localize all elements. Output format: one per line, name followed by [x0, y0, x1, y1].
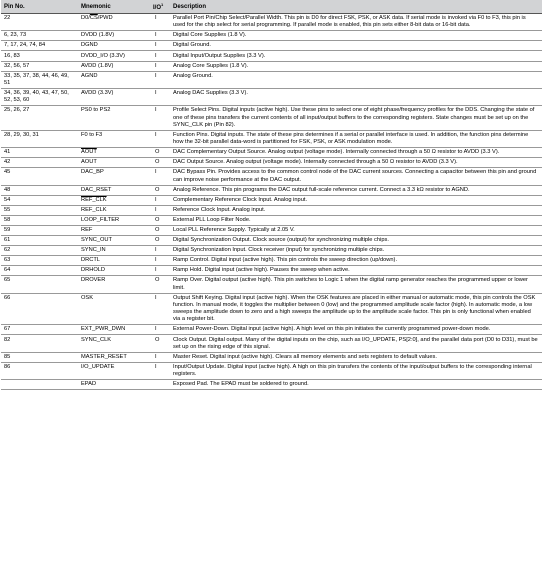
cell-description: Analog Ground. [170, 71, 542, 88]
cell-mnemonic [78, 41, 150, 51]
cell-io: O [150, 148, 170, 158]
cell-pin-no: 64 [1, 266, 78, 276]
cell-description: Digital Synchronization Input. Clock receiver (input) for synchronizing multiple chips. [170, 246, 542, 256]
pin-function-table-container [1, 0, 542, 390]
header-io-footnote: 1 [161, 2, 164, 7]
cell-description: External PLL Loop Filter Node. [170, 215, 542, 225]
cell-pin-no: 25, 26, 27 [1, 106, 78, 131]
cell-io: I [150, 168, 170, 185]
cell-mnemonic [78, 61, 150, 71]
cell-io: I [150, 71, 170, 88]
table-row [1, 14, 542, 31]
mnemonic-text: SYNC_CLK [81, 336, 112, 343]
cell-description: Function Pins. Digital inputs. The state of these pins determines if a serial or parallel interface is used. In addition, the function pins determine how the 32-bit parallel data-word is partitioned for FSK, PSK, or ASK modulation mode. [170, 130, 542, 147]
cell-description: Local PLL Reference Supply. Typically at 2.05 V. [170, 225, 542, 235]
mnemonic-text: DAC_BP [81, 169, 104, 176]
cell-mnemonic [78, 158, 150, 168]
cell-description: Ramp Hold. Digital input (active high). Pauses the sweep when active. [170, 266, 542, 276]
header-mnemonic: Mnemonic [78, 0, 150, 14]
cell-mnemonic [78, 256, 150, 266]
cell-description: Ramp Control. Digital input (active high). This pin controls the sweep direction (up/down). [170, 256, 542, 266]
cell-description: DAC Complementary Output Source. Analog output (voltage mode). Internally connected through a 50 Ω resistor to AVDD (3.3 V). [170, 148, 542, 158]
cell-pin-no: 55 [1, 205, 78, 215]
cell-description: Reference Clock Input. Analog input. [170, 205, 542, 215]
cell-io: I [150, 31, 170, 41]
cell-mnemonic [78, 71, 150, 88]
cell-pin-no: 63 [1, 256, 78, 266]
cell-description: Analog Core Supplies (1.8 V). [170, 61, 542, 71]
cell-mnemonic [78, 14, 150, 31]
header-description: Description [170, 0, 542, 14]
cell-pin-no: 67 [1, 325, 78, 335]
cell-io: I [150, 41, 170, 51]
table-row [1, 185, 542, 195]
cell-mnemonic [78, 130, 150, 147]
cell-io: I [150, 61, 170, 71]
table-row [1, 195, 542, 205]
cell-mnemonic [78, 148, 150, 158]
cell-description: Analog Reference. This pin programs the DAC output full-scale reference current. Connect a 3.3 kΩ resistor to AGND. [170, 185, 542, 195]
cell-pin-no: 59 [1, 225, 78, 235]
cell-io: O [150, 335, 170, 352]
cell-description: Digital Input/Output Supplies (3.3 V). [170, 51, 542, 61]
header-pin-no: Pin No. [1, 0, 78, 14]
mnemonic-text: AVDD (1.8V) [81, 62, 114, 69]
cell-mnemonic [78, 276, 150, 293]
header-io-label: I/O [153, 5, 162, 11]
table-body [1, 14, 542, 390]
cell-pin-no: 61 [1, 236, 78, 246]
cell-io: I [150, 205, 170, 215]
table-row [1, 130, 542, 147]
cell-pin-no: 16, 83 [1, 51, 78, 61]
table-row [1, 293, 542, 325]
cell-pin-no: 48 [1, 185, 78, 195]
cell-pin-no: 58 [1, 215, 78, 225]
cell-pin-no: 6, 23, 73 [1, 31, 78, 41]
cell-mnemonic [78, 195, 150, 205]
cell-mnemonic [78, 88, 150, 105]
cell-mnemonic [78, 236, 150, 246]
mnemonic-text: F0 to F3 [81, 131, 103, 138]
cell-pin-no: 54 [1, 195, 78, 205]
cell-io: O [150, 225, 170, 235]
table-row [1, 215, 542, 225]
cell-mnemonic [78, 31, 150, 41]
cell-pin-no: 45 [1, 168, 78, 185]
cell-io: O [150, 215, 170, 225]
cell-io [150, 380, 170, 390]
table-row [1, 362, 542, 379]
mnemonic-text: EPAD [81, 381, 97, 388]
mnemonic-text: AVDD (3.3V) [81, 90, 114, 97]
table-row [1, 266, 542, 276]
table-row [1, 88, 542, 105]
table-row [1, 335, 542, 352]
cell-pin-no: 65 [1, 276, 78, 293]
cell-mnemonic [78, 325, 150, 335]
cell-io: O [150, 276, 170, 293]
table-row [1, 352, 542, 362]
cell-mnemonic [78, 168, 150, 185]
mnemonic-text: AOUT [81, 149, 97, 156]
cell-io: I [150, 130, 170, 147]
mnemonic-text: I/O_UPDATE [81, 363, 115, 370]
mnemonic-text: REF [81, 227, 93, 234]
cell-description: Digital Core Supplies (1.8 V). [170, 31, 542, 41]
table-row [1, 246, 542, 256]
cell-mnemonic [78, 51, 150, 61]
table-row [1, 31, 542, 41]
mnemonic-text: DGND [81, 42, 98, 49]
cell-io: I [150, 256, 170, 266]
mnemonic-text: REF_CLK [81, 206, 107, 213]
cell-description: Input/Output Update. Digital input (active high). A high on this pin transfers the contents of the input/output buffers to the corresponding internal registers. [170, 362, 542, 379]
cell-mnemonic [78, 215, 150, 225]
mnemonic-part: /PWD [97, 15, 113, 22]
cell-io: I [150, 195, 170, 205]
cell-mnemonic [78, 185, 150, 195]
cell-io: I [150, 246, 170, 256]
table-row [1, 61, 542, 71]
cell-pin-no: 66 [1, 293, 78, 325]
mnemonic-text: DRHOLD [81, 267, 106, 274]
mnemonic-text: MASTER_RESET [81, 353, 127, 360]
table-row [1, 148, 542, 158]
cell-pin-no: 22 [1, 14, 78, 31]
cell-mnemonic [78, 362, 150, 379]
cell-pin-no: 42 [1, 158, 78, 168]
mnemonic-part: D0/ [81, 15, 90, 22]
cell-io: I [150, 325, 170, 335]
table-row [1, 325, 542, 335]
cell-pin-no: 7, 17, 24, 74, 84 [1, 41, 78, 51]
mnemonic-text: DVDD (1.8V) [81, 32, 115, 39]
cell-mnemonic [78, 293, 150, 325]
table-row [1, 205, 542, 215]
cell-io: I [150, 266, 170, 276]
cell-description: DAC Output Source. Analog output (voltage mode). Internally connected through a 50 Ω resistor to AVDD (3.3 V). [170, 158, 542, 168]
cell-pin-no: 82 [1, 335, 78, 352]
table-row [1, 51, 542, 61]
table-row [1, 71, 542, 88]
pin-function-table [1, 0, 542, 390]
cell-description: Ramp Over. Digital output (active high). This pin switches to Logic 1 when the digital ramp generator reaches the programmed upper or lower limit. [170, 276, 542, 293]
mnemonic-text: REF_CLK [81, 196, 107, 203]
mnemonic-text: OSK [81, 294, 94, 301]
cell-io: O [150, 236, 170, 246]
mnemonic-text: AOUT [81, 159, 97, 166]
mnemonic-text: SYNC_IN [81, 247, 106, 254]
cell-pin-no: 33, 35, 37, 38, 44, 46, 49, 51 [1, 71, 78, 88]
cell-mnemonic [78, 352, 150, 362]
table-row [1, 225, 542, 235]
table-row [1, 256, 542, 266]
mnemonic-text: DAC_RSET [81, 186, 112, 193]
mnemonic-text: LOOP_FILTER [81, 216, 120, 223]
cell-pin-no: 86 [1, 362, 78, 379]
cell-io: I [150, 14, 170, 31]
cell-io: I [150, 88, 170, 105]
cell-io: I [150, 293, 170, 325]
cell-description: Profile Select Pins. Digital inputs (active high). Use these pins to select one of eight phase/frequency profiles for the DDS. Changing the state of one of these pins transfers the current contents of all input/output buffers to the corresponding registers. State changes must be set up on the SYNC_CLK pin (Pin 82). [170, 106, 542, 131]
cell-pin-no: 28, 29, 30, 31 [1, 130, 78, 147]
cell-description: DAC Bypass Pin. Provides access to the common control node of the DAC current sources. Connecting a capacitor between this pin and ground can improve noise performance at the DAC output. [170, 168, 542, 185]
mnemonic-text: AGND [81, 72, 98, 79]
mnemonic-text: DRCTL [81, 257, 100, 264]
cell-io: I [150, 352, 170, 362]
table-row [1, 168, 542, 185]
cell-description: Complementary Reference Clock Input. Analog input. [170, 195, 542, 205]
header-row [1, 0, 542, 14]
cell-description: Master Reset. Digital input (active high). Clears all memory elements and sets registers to default values. [170, 352, 542, 362]
cell-description: Digital Ground. [170, 41, 542, 51]
cell-pin-no: 62 [1, 246, 78, 256]
cell-pin-no [1, 380, 78, 390]
mnemonic-text: DVDD_I/O (3.3V) [81, 52, 125, 59]
cell-mnemonic [78, 335, 150, 352]
cell-description: Parallel Port Pin/Chip Select/Parallel Width. This pin is D0 for direct FSK, PSK, or ASK data. If serial mode is invoked via F0 to F3, this pin is used for the chip select for serial programming. If parallel mode is enabled, this pin sets either 8-bit data or 16-bit data. [170, 14, 542, 31]
cell-mnemonic [78, 106, 150, 131]
cell-description: Output Shift Keying. Digital input (active high). When the OSK features are placed in either manual or automatic mode, this pin controls the OSK function. In manual mode, it toggles the multiplier between 0 (low) and the programmed amplitude scale factor (high). In automatic mode, a low sweeps the amplitude down to zero and a high sweeps the amplitude up to the amplitude scale factor. This pin is only functional when enabled via a register bit. [170, 293, 542, 325]
cell-pin-no: 85 [1, 352, 78, 362]
cell-mnemonic [78, 246, 150, 256]
table-row [1, 41, 542, 51]
cell-io: O [150, 158, 170, 168]
cell-description: Analog DAC Supplies (3.3 V). [170, 88, 542, 105]
cell-io: I [150, 106, 170, 131]
table-row [1, 158, 542, 168]
header-io [150, 0, 170, 14]
cell-mnemonic [78, 380, 150, 390]
table-row [1, 276, 542, 293]
mnemonic-text: PS0 to PS2 [81, 107, 111, 114]
mnemonic-text: SYNC_OUT [81, 237, 112, 244]
table-header [1, 0, 542, 14]
cell-io: I [150, 362, 170, 379]
cell-pin-no: 34, 36, 39, 40, 43, 47, 50, 52, 53, 60 [1, 88, 78, 105]
mnemonic-text: DROVER [81, 277, 106, 284]
table-row [1, 380, 542, 390]
cell-mnemonic [78, 266, 150, 276]
mnemonic-overlined-part: $\overline{CS}$ [89, 15, 98, 22]
mnemonic-text: EXT_PWR_DWN [81, 326, 126, 333]
cell-mnemonic [78, 205, 150, 215]
cell-description: Digital Synchronization Output. Clock source (output) for synchronizing multiple chips. [170, 236, 542, 246]
cell-description: External Power-Down. Digital input (active high). A high level on this pin initiates the currently programmed power-down mode. [170, 325, 542, 335]
cell-description: Clock Output. Digital output. Many of the digital inputs on the chip, such as I/O_UPDATE, PS[2:0], and the parallel data port (D0 to D31), must be set up on the rising edge of this signal. [170, 335, 542, 352]
table-row [1, 106, 542, 131]
cell-io: I [150, 51, 170, 61]
table-row [1, 236, 542, 246]
cell-mnemonic [78, 225, 150, 235]
cell-pin-no: 32, 56, 57 [1, 61, 78, 71]
cell-io: O [150, 185, 170, 195]
cell-pin-no: 41 [1, 148, 78, 158]
cell-description: Exposed Pad. The EPAD must be soldered to ground. [170, 380, 542, 390]
